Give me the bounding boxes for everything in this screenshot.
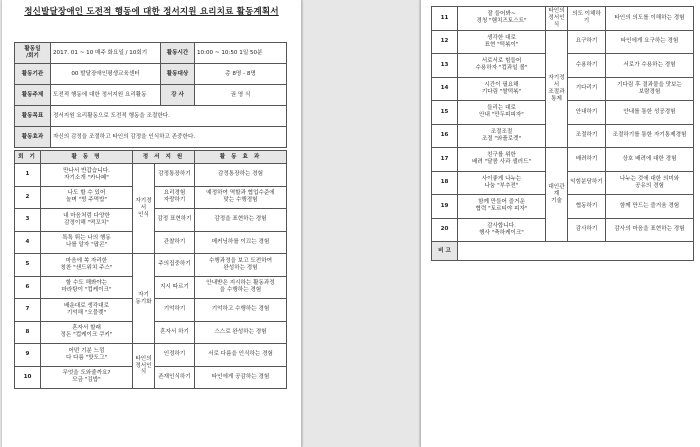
goal-value: 정서지원 요리활동으로 도전적 행동을 조절한다. <box>51 106 287 127</box>
activity-name: 톡톡 튀는 나의 행동 나를 알자 "팝콘" <box>41 231 133 254</box>
theme-value: 도전적 행동에 대한 정서지원 요리활동 <box>51 85 161 106</box>
session-label: 활동일 /회기 <box>15 43 51 64</box>
place-label: 활동기관 <box>15 64 51 85</box>
activity-name: 사이좋게 나누는 나눔 "부추전" <box>458 171 546 195</box>
activity-effect: 수행과정을 보고 도전하여 완성하는 경험 <box>195 254 287 277</box>
activity-effect: 안내받은 지시하는 활동과정 을 수행하는 경험 <box>195 276 287 299</box>
activity-session-number: 5 <box>15 254 41 277</box>
activity-row <box>15 254 287 277</box>
activity-name: 어떤 기분 느낌 다 다름 "핫도그" <box>41 344 133 367</box>
activity-name: 내 마음처럼 다양한 감정이해 "떡꼬치" <box>41 209 133 232</box>
support-group: 타인의 정서인식 <box>133 344 155 389</box>
activity-session-number: 7 <box>15 299 41 322</box>
document-page-1 <box>2 0 302 447</box>
activity-session-number: 2 <box>15 186 41 209</box>
support-skill: 지시 따르기 <box>155 276 195 299</box>
document-title: 정신발달장애인 도전적 행동에 대한 정서지원 요리치료 활동계획서 <box>24 7 279 17</box>
activity-effect: 메커닝하를 이끄는 경험 <box>195 231 287 254</box>
activity-effect: 서로가 수용하는 경험 <box>606 54 694 78</box>
support-skill: 존재인식하기 <box>155 366 195 389</box>
support-skill: 기억하기 <box>155 299 195 322</box>
staff-label: 강 사 <box>161 85 195 106</box>
support-skill: 기다리기 <box>568 77 606 101</box>
support-skill: 요리경험 자랑하기 <box>155 186 195 209</box>
activity-effect: 서로 다름을 인식하는 경험 <box>195 344 287 367</box>
support-skill: 혼자서 하기 <box>155 321 195 344</box>
effect-label: 활동효과 <box>15 127 51 148</box>
header-support: 정 서 지 원 <box>133 151 195 164</box>
support-skill: 의도 이해하기 <box>568 7 606 31</box>
note-row <box>432 242 694 261</box>
support-skill: 감정 표현하기 <box>155 209 195 232</box>
activity-name: 감사합니다. 행사 "축하케이크" <box>458 218 546 242</box>
activity-name: 배운대로 생각대로 기억해 "오믈렛" <box>41 299 133 322</box>
activity-session-number: 16 <box>432 124 458 148</box>
support-skill: 인정하기 <box>155 344 195 367</box>
effect-value: 자신의 감정을 조절하고 타인의 감정을 인식하고 존중한다. <box>51 127 287 148</box>
activity-effect: 예정하여 역할과 협업수준에 맞는 수행경험 <box>195 186 287 209</box>
activity-name: 할 수도 해봐야는 마라탕이 "컵케이크" <box>41 276 133 299</box>
activity-session-number: 3 <box>15 209 41 232</box>
activity-effect: 기다림 후 결과물을 맛보는 보람경험 <box>606 77 694 101</box>
target-label: 활동대상 <box>161 64 195 85</box>
support-group: 자기정서 조절과 통제 <box>546 30 568 148</box>
activity-name: 함께 만들어 즐거운 협력 "토르티야 피자" <box>458 195 546 219</box>
activity-name: 조절조절 조절 "와플로켓" <box>458 124 546 148</box>
activity-session-number: 14 <box>432 77 458 101</box>
activity-effect: 함께 만드는 즐거움 경험 <box>606 195 694 219</box>
activity-effect: 상호 배려에 대한 경험 <box>606 148 694 172</box>
header-effect: 활 동 효 과 <box>195 151 287 164</box>
activity-session-number: 19 <box>432 195 458 219</box>
activity-name: 혼자서 할래 정돈 "컵케이크 쿠키" <box>41 321 133 344</box>
activity-effect: 타인에게 요구하는 경험 <box>606 30 694 54</box>
activity-session-number: 10 <box>15 366 41 389</box>
activity-name: 친구를 위한 배려 "달콤 사과 샐러드" <box>458 148 546 172</box>
activity-session-number: 9 <box>15 344 41 367</box>
activity-session-number: 8 <box>15 321 41 344</box>
activity-name: 무엇을 도와줄까요? 모금 "김밥" <box>41 366 133 389</box>
activity-effect: 타인에게 공감하는 경험 <box>195 366 287 389</box>
activity-effect: 감정을 표현하는 경험 <box>195 209 287 232</box>
time-label: 활동시간 <box>161 43 195 64</box>
activity-session-number: 1 <box>15 164 41 187</box>
note-value <box>458 242 694 261</box>
activity-session-number: 20 <box>432 218 458 242</box>
activity-effect: 기억하고 수행하는 경험 <box>195 299 287 322</box>
activity-row <box>432 30 694 54</box>
target-value: 총 8명 - 8명 <box>195 64 287 85</box>
support-skill: 협동하기 <box>568 195 606 219</box>
activity-session-number: 18 <box>432 171 458 195</box>
activity-name: 서로서로 힘들어 수용하자 "컵과일 볼" <box>458 54 546 78</box>
activity-row <box>432 7 694 31</box>
activity-session-number: 13 <box>432 54 458 78</box>
activity-effect: 조절하기를 통한 자기통제경험 <box>606 124 694 148</box>
support-skill: 요구하기 <box>568 30 606 54</box>
activity-name: 만나서 반갑습니다. 자기소개 "카나페" <box>41 164 133 187</box>
activity-effect: 감사의 마음을 표현하는 경험 <box>606 218 694 242</box>
support-group: 자기정서 인식 <box>133 164 155 254</box>
theme-label: 활동주제 <box>15 85 51 106</box>
activity-row <box>15 164 287 187</box>
activity-table-page1 <box>14 150 287 389</box>
activity-effect: 스스로 완성하는 경험 <box>195 321 287 344</box>
activity-name: 생각한 대로 표현 "떡볶이" <box>458 30 546 54</box>
header-session: 회 기 <box>15 151 41 164</box>
activity-name: 시간이 필요해 기다림 "쌀떡볶" <box>458 77 546 101</box>
support-skill: 관찰하기 <box>155 231 195 254</box>
support-group: 자기 동기화 <box>133 254 155 344</box>
document-page-2 <box>420 0 700 447</box>
support-group: 대인관계 기술 <box>546 148 568 242</box>
activity-name: 잘 들어봐~ 경청 "햄치즈토스트" <box>458 7 546 31</box>
activity-name: 나도 할 수 있어 놀며 "빙 주먹밥" <box>41 186 133 209</box>
activity-effect: 안내를 통한 성공경험 <box>606 101 694 125</box>
support-skill: 수용하기 <box>568 54 606 78</box>
header-activity: 활 동 명 <box>41 151 133 164</box>
activity-session-number: 4 <box>15 231 41 254</box>
time-value: 10:00 ~ 10:50 1일 50분 <box>195 43 287 64</box>
support-skill: 조절하기 <box>568 124 606 148</box>
activity-table-page2 <box>431 6 694 261</box>
activity-session-number: 15 <box>432 101 458 125</box>
activity-session-number: 11 <box>432 7 458 31</box>
info-table <box>14 42 287 148</box>
support-group: 타인의 정서인식 <box>546 7 568 31</box>
activity-row <box>15 344 287 367</box>
support-skill: 감사하기 <box>568 218 606 242</box>
activity-session-number: 17 <box>432 148 458 172</box>
activity-session-number: 12 <box>432 30 458 54</box>
staff-value: 권 영 식 <box>195 85 287 106</box>
activity-name: 마음에 쏙 자리한 칭찬 "샌드위치 주스" <box>41 254 133 277</box>
activity-row <box>432 148 694 172</box>
activity-session-number: 6 <box>15 276 41 299</box>
support-skill: 배려하기 <box>568 148 606 172</box>
session-value: 2017. 01 ~ 10 매주 화요일 / 10회기 <box>51 43 161 64</box>
activity-effect: 감정통장하는 경험 <box>195 164 287 187</box>
activity-effect: 나누는 것에 대한 의미와 공유의 경험 <box>606 171 694 195</box>
goal-label: 활동목표 <box>15 106 51 127</box>
activity-effect: 타인의 의도를 이해하는 경험 <box>606 7 694 31</box>
support-skill: 익힘분담하기 <box>568 171 606 195</box>
support-skill: 감정통장하기 <box>155 164 195 187</box>
support-skill: 주의집중하기 <box>155 254 195 277</box>
note-label: 비 고 <box>432 242 458 261</box>
place-value: 00 발달장애인평생교육센터 <box>51 64 161 85</box>
support-skill: 안내하기 <box>568 101 606 125</box>
activity-name: 들리는 대로 안내 "만두피피자" <box>458 101 546 125</box>
